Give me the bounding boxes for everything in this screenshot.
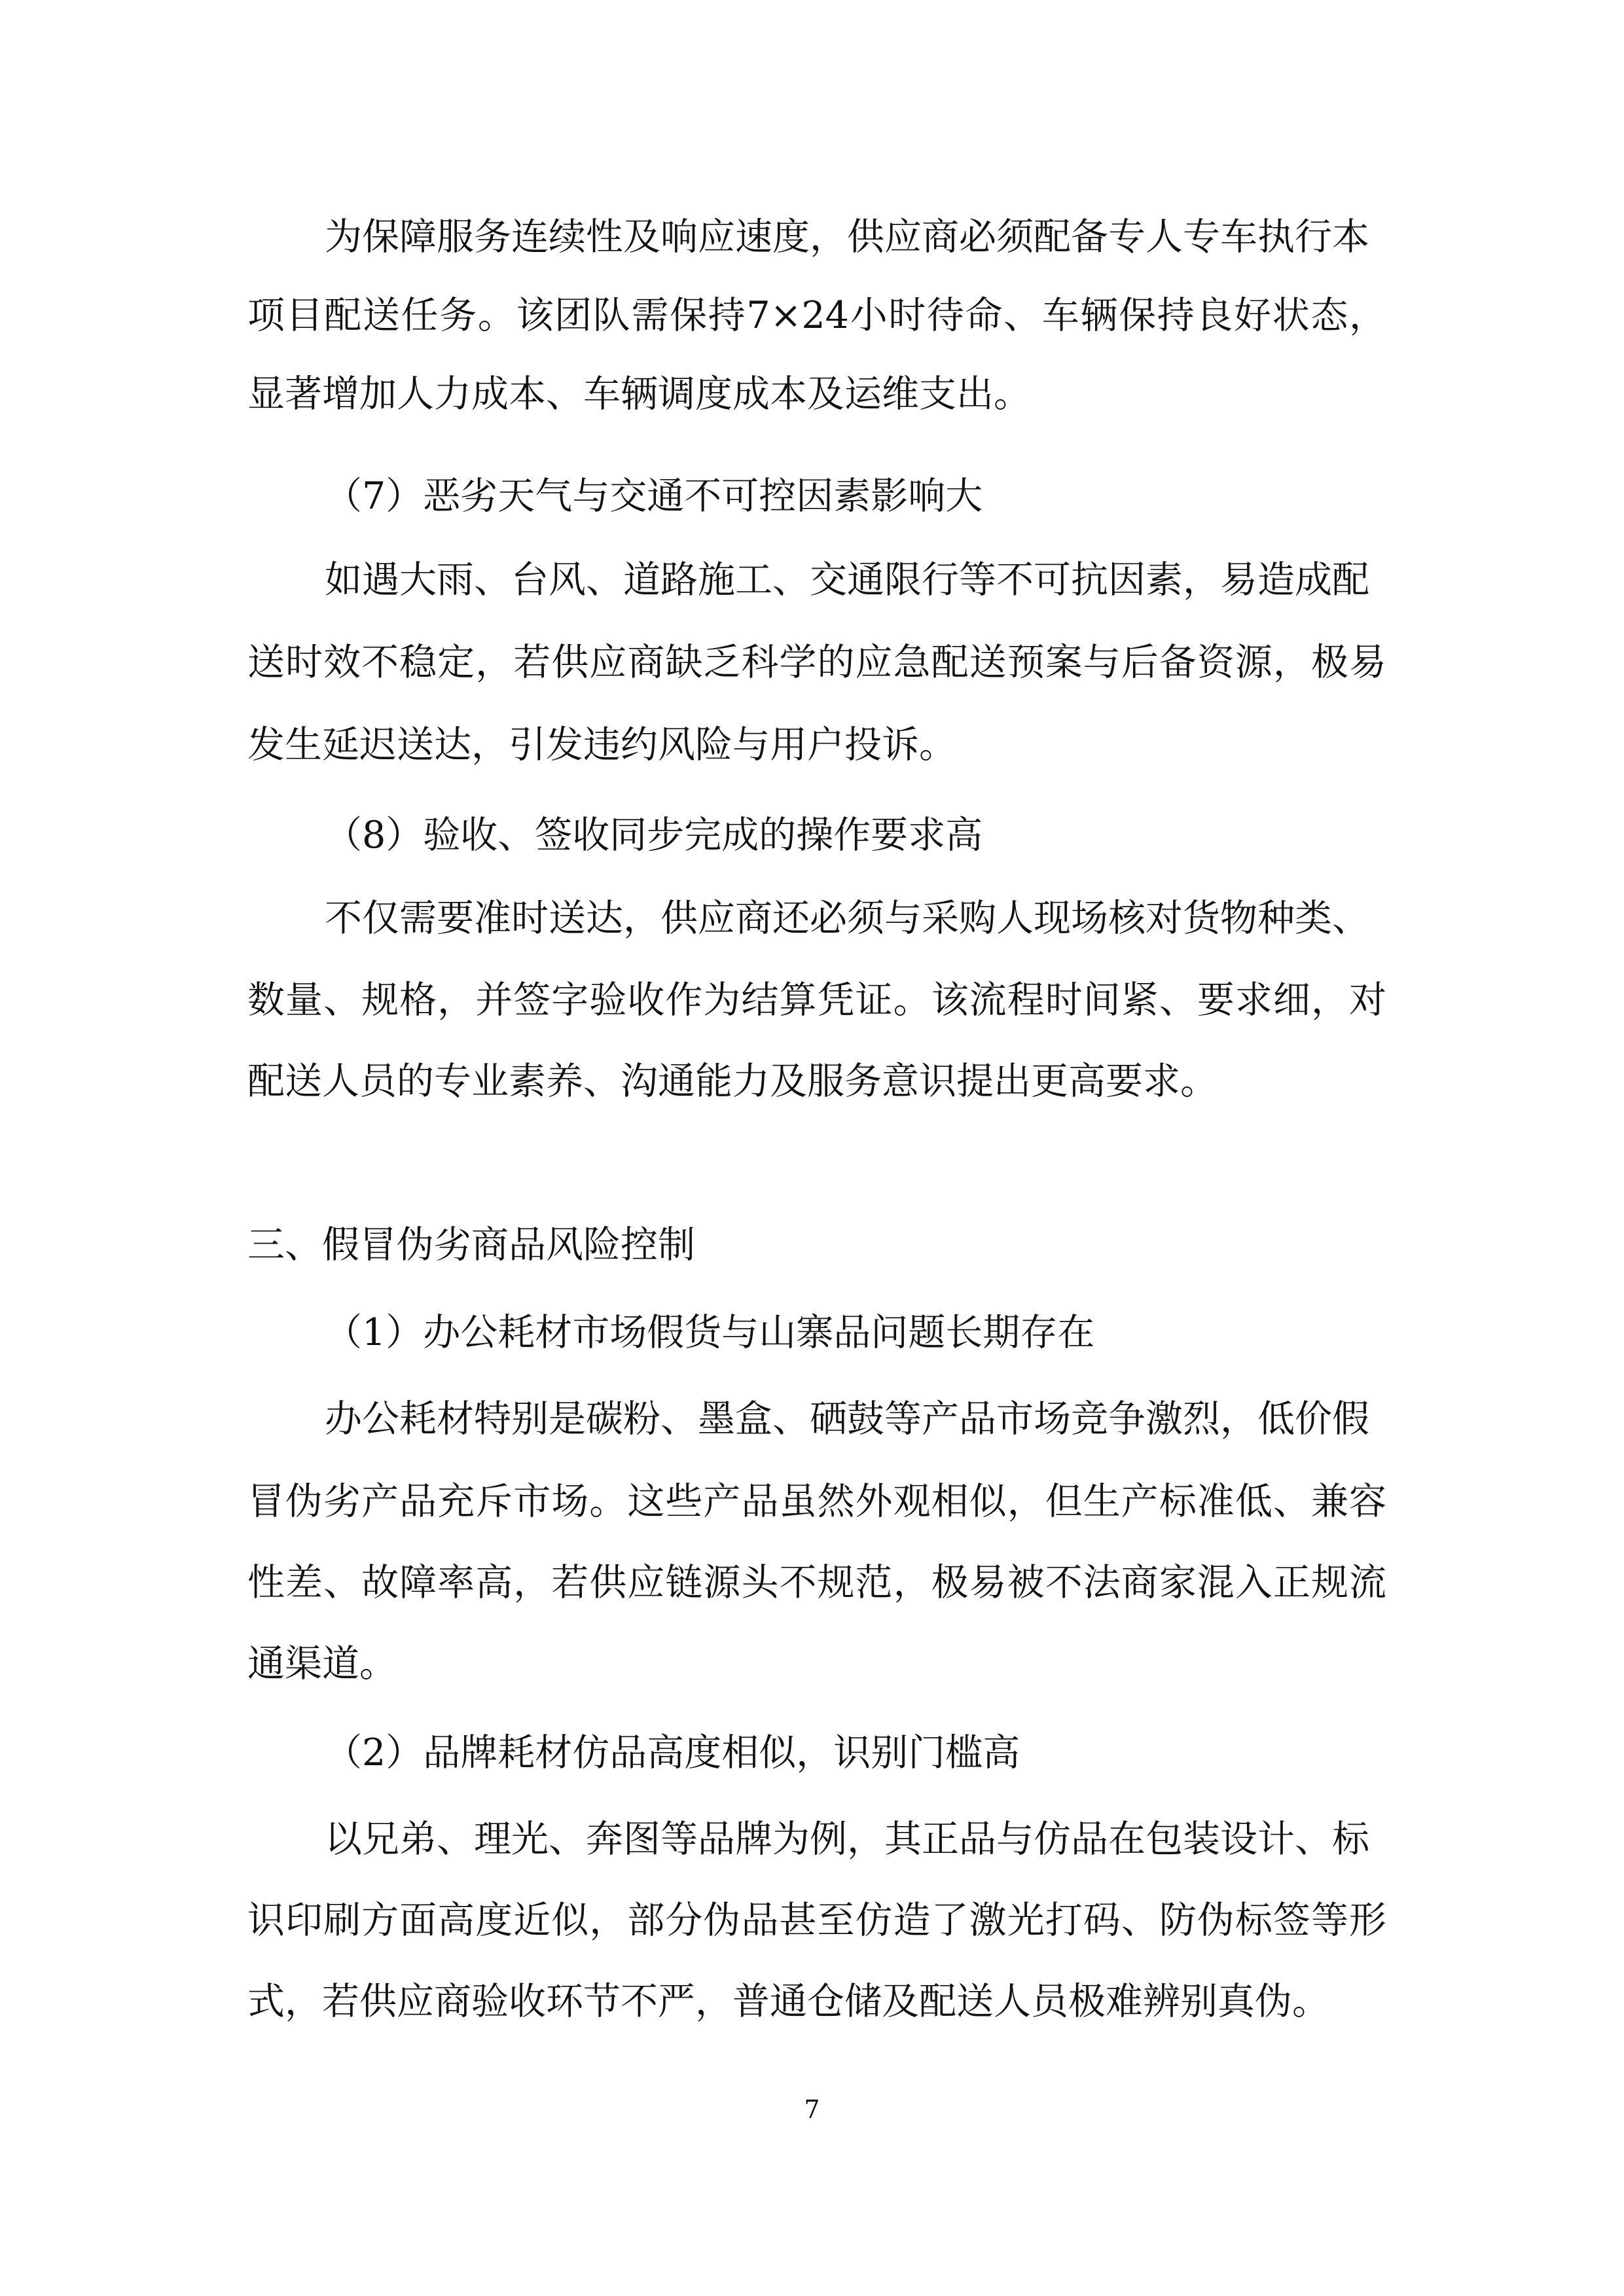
paragraph-line: 发生延迟送达，引发违约风险与用户投诉。 bbox=[247, 723, 956, 766]
paragraph-line: 冒伪劣产品充斥市场。这些产品虽然外观相似，但生产标准低、兼容 bbox=[247, 1480, 1386, 1523]
paragraph-line: 性差、故障率高，若供应链源头不规范，极易被不法商家混入正规流 bbox=[247, 1561, 1386, 1604]
page-number: 7 bbox=[804, 2095, 820, 2124]
paragraph-line: 送时效不稳定，若供应商缺乏科学的应急配送预案与后备资源，极易 bbox=[247, 641, 1386, 684]
paragraph-line: 为保障服务连续性及响应速度，供应商必须配备专人专车执行本 bbox=[325, 215, 1369, 259]
paragraph-line: 显著增加人力成本、车辆调度成本及运维支出。 bbox=[247, 372, 1031, 416]
section-heading-3: 三、假冒伪劣商品风险控制 bbox=[247, 1223, 695, 1266]
subheading-1: （1）办公耗材市场假货与山寨品问题长期存在 bbox=[325, 1311, 1095, 1354]
paragraph-line: 配送人员的专业素养、沟通能力及服务意识提出更高要求。 bbox=[247, 1060, 1218, 1103]
paragraph-line: 办公耗材特别是碳粉、墨盒、硒鼓等产品市场竞争激烈，低价假 bbox=[325, 1397, 1369, 1441]
subheading-2: （2）品牌耗材仿品高度相似，识别门槛高 bbox=[325, 1731, 1020, 1774]
paragraph-line: 以兄弟、理光、奔图等品牌为例，其正品与仿品在包装设计、标 bbox=[325, 1818, 1369, 1861]
paragraph-line: 不仅需要准时送达，供应商还必须与采购人现场核对货物种类、 bbox=[325, 897, 1369, 940]
paragraph-line: 如遇大雨、台风、道路施工、交通限行等不可抗因素，易造成配 bbox=[325, 558, 1369, 601]
subheading-8: （8）验收、签收同步完成的操作要求高 bbox=[325, 814, 983, 857]
subheading-7: （7）恶劣天气与交通不可控因素影响大 bbox=[325, 475, 983, 518]
paragraph-line: 式，若供应商验收环节不严，普通仓储及配送人员极难辨别真伪。 bbox=[247, 1980, 1329, 2023]
paragraph-line: 数量、规格，并签字验收作为结算凭证。该流程时间紧、要求细，对 bbox=[247, 978, 1386, 1022]
paragraph-line: 识印刷方面高度近似，部分伪品甚至仿造了激光打码、防伪标签等形 bbox=[247, 1899, 1386, 1942]
paragraph-line: 通渠道。 bbox=[247, 1642, 397, 1685]
paragraph-line: 项目配送任务。该团队需保持7×24小时待命、车辆保持良好状态， bbox=[247, 294, 1386, 337]
